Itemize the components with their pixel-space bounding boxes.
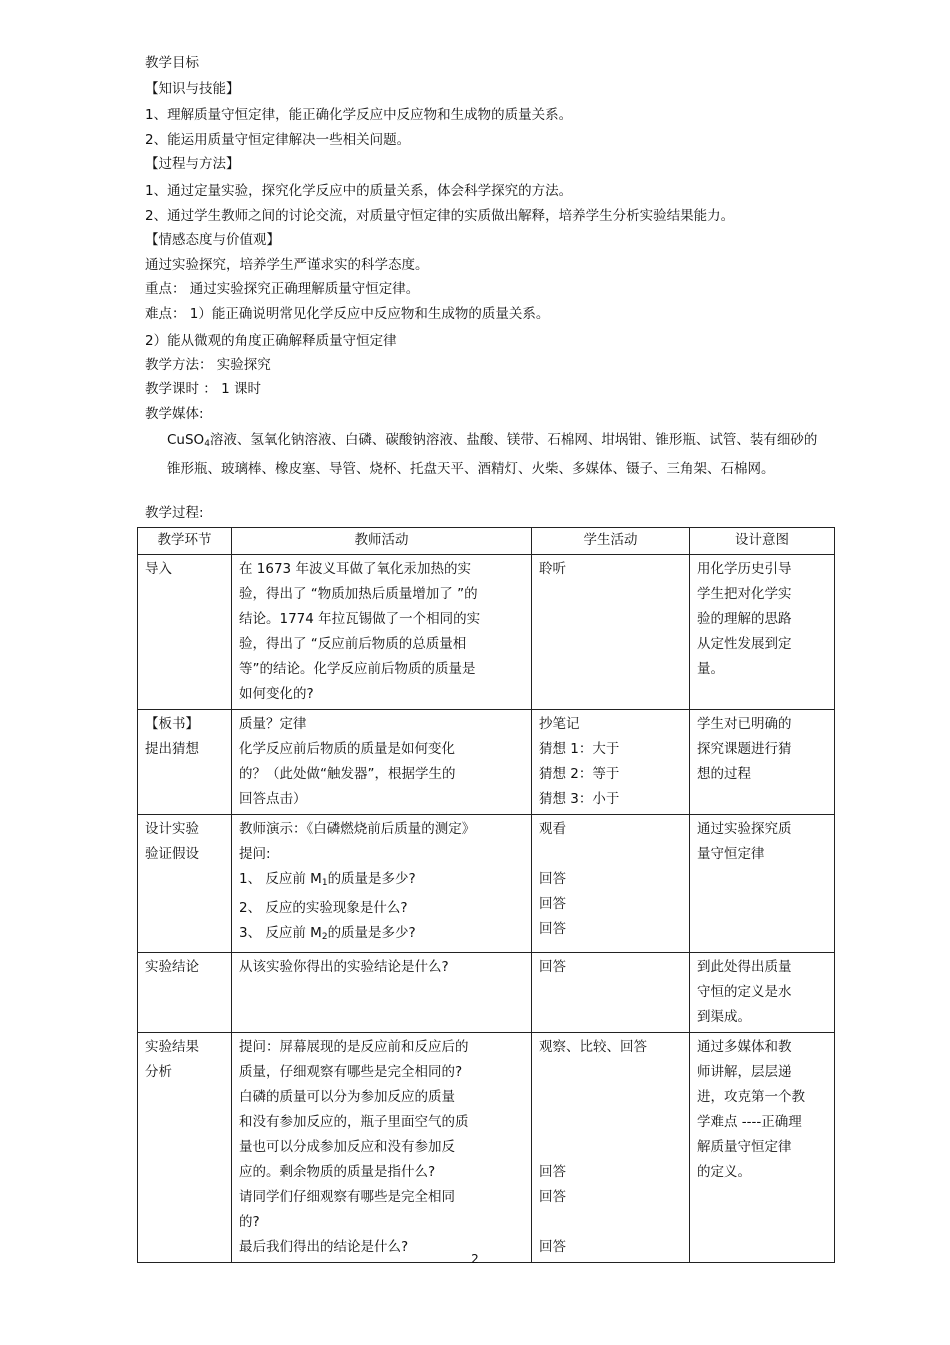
student-cell: 抄笔记 猜想 1：大于 猜想 2：等于 猜想 3：小于 [532, 710, 690, 815]
knowledge-item-1: 1、理解质量守恒定律，能正确化学反应中反应物和生成物的质量关系。 [145, 107, 573, 123]
header-student: 学生活动 [532, 528, 690, 555]
intent-cell: 通过实验探究质 量守恒定律 [690, 815, 835, 953]
table-row [138, 710, 835, 815]
page-number: 2 [471, 1252, 479, 1266]
process-item-2: 2、通过学生教师之间的讨论交流，对质量守恒定律的实质做出解释，培养学生分析实验结果能力。 [145, 208, 735, 224]
media-cuso4-subscript: 4 [204, 439, 210, 449]
table-header-row [138, 528, 835, 555]
stage-cell: 导入 [138, 555, 232, 710]
process-label: 教学过程: [145, 505, 204, 521]
table-row [138, 555, 835, 710]
student-cell: 观察、比较、回答 回答 回答 回答 [532, 1033, 690, 1263]
stage-cell: 设计实验 验证假设 [138, 815, 232, 953]
lesson-table [137, 527, 835, 1263]
stage-cell: 【板书】 提出猜想 [138, 710, 232, 815]
table-row [138, 953, 835, 1033]
emotion-text: 通过实验探究，培养学生严谨求实的科学态度。 [145, 257, 429, 273]
table-row [138, 1033, 835, 1263]
teacher-cell: 教师演示：《白磷燃烧前后质量的测定》 提问: 1、 反应前 $M_1$的质量是多少? 2、 反应的实验现象是什么? 3、 反应前 $M_2$的质量是多少? [232, 815, 532, 953]
process-item-1: 1、通过定量实验，探究化学反应中的质量关系，体会科学探究的方法。 [145, 183, 573, 199]
difficulty-1: 难点： 1）能正确说明常见化学反应中反应物和生成物的质量关系。 [145, 306, 550, 322]
stage-cell: 实验结果 分析 [138, 1033, 232, 1263]
section-heading: 教学目标 [145, 55, 199, 71]
teacher-cell: 从该实验你得出的实验结论是什么? [232, 953, 532, 1033]
intent-cell: 到此处得出质量 守恒的定义是水 到渠成。 [690, 953, 835, 1033]
knowledge-item-2: 2、能运用质量守恒定律解决一些相关问题。 [145, 132, 411, 148]
emotion-title: 【情感态度与价值观】 [145, 232, 280, 248]
difficulty-2: 2）能从微观的角度正确解释质量守恒定律 [145, 333, 397, 349]
key-point: 重点： 通过实验探究正确理解质量守恒定律。 [145, 281, 420, 297]
teacher-cell: 质量？定律 化学反应前后物质的质量是如何变化 的？（此处做“触发器”，根据学生的 回答点击） [232, 710, 532, 815]
process-title: 【过程与方法】 [145, 156, 240, 172]
header-teacher: 教师活动 [232, 528, 532, 555]
intent-cell: 通过多媒体和教 师讲解，层层递 进，攻克第一个教 学难点 ----正确理 解质量守恒定律 的定义。 [690, 1033, 835, 1263]
stage-cell: 实验结论 [138, 953, 232, 1033]
teaching-hours: 教学课时 ： 1 课时 [145, 381, 261, 397]
student-cell: 观看 回答 回答 回答 [532, 815, 690, 953]
intent-cell: 用化学历史引导 学生把对化学实 验的理解的思路 从定性发展到定 量。 [690, 555, 835, 710]
knowledge-title: 【知识与技能】 [145, 81, 240, 97]
media-items: 溶液、氢氧化钠溶液、白磷、碳酸钠溶液、盐酸、镁带、石棉网、坩埚钳、锥形瓶、试管、装有细砂的锥形瓶、玻璃棒、橡皮塞、导管、烧杯、托盘天平、酒精灯、火柴、多媒体、镊子、三角架、石棉网。 [167, 432, 818, 477]
media-label: 教学媒体: [145, 406, 204, 422]
header-intent: 设计意图 [690, 528, 835, 555]
media-cuso4: CuSO [167, 432, 205, 448]
teaching-method: 教学方法： 实验探究 [145, 357, 271, 373]
table-row [138, 815, 835, 953]
student-cell: 回答 [532, 953, 690, 1033]
teacher-cell: 提问：屏幕展现的是反应前和反应后的 质量，仔细观察有哪些是完全相同的? 白磷的质量可以分为参加反应的质量 和没有参加反应的，瓶子里面空气的质 量也可以分成参加反应和没有参加反 应的。剩余物质的质量是指什么? 请同学们仔细观察有哪些是完全相同 的? 最后我们得出的结论是什么? [232, 1033, 532, 1263]
header-stage: 教学环节 [138, 528, 232, 555]
media-list [145, 428, 825, 482]
intent-cell: 学生对已明确的 探究课题进行猜 想的过程 [690, 710, 835, 815]
student-cell: 聆听 [532, 555, 690, 710]
teacher-cell: 在 1673 年波义耳做了氧化汞加热的实 验，得出了 “物质加热后质量增加了 ”的 结论。1774 年拉瓦锡做了一个相同的实 验，得出了 “反应前后物质的总质量相 等”的结论。化学反应前后物质的质量是 如何变化的? [232, 555, 532, 710]
